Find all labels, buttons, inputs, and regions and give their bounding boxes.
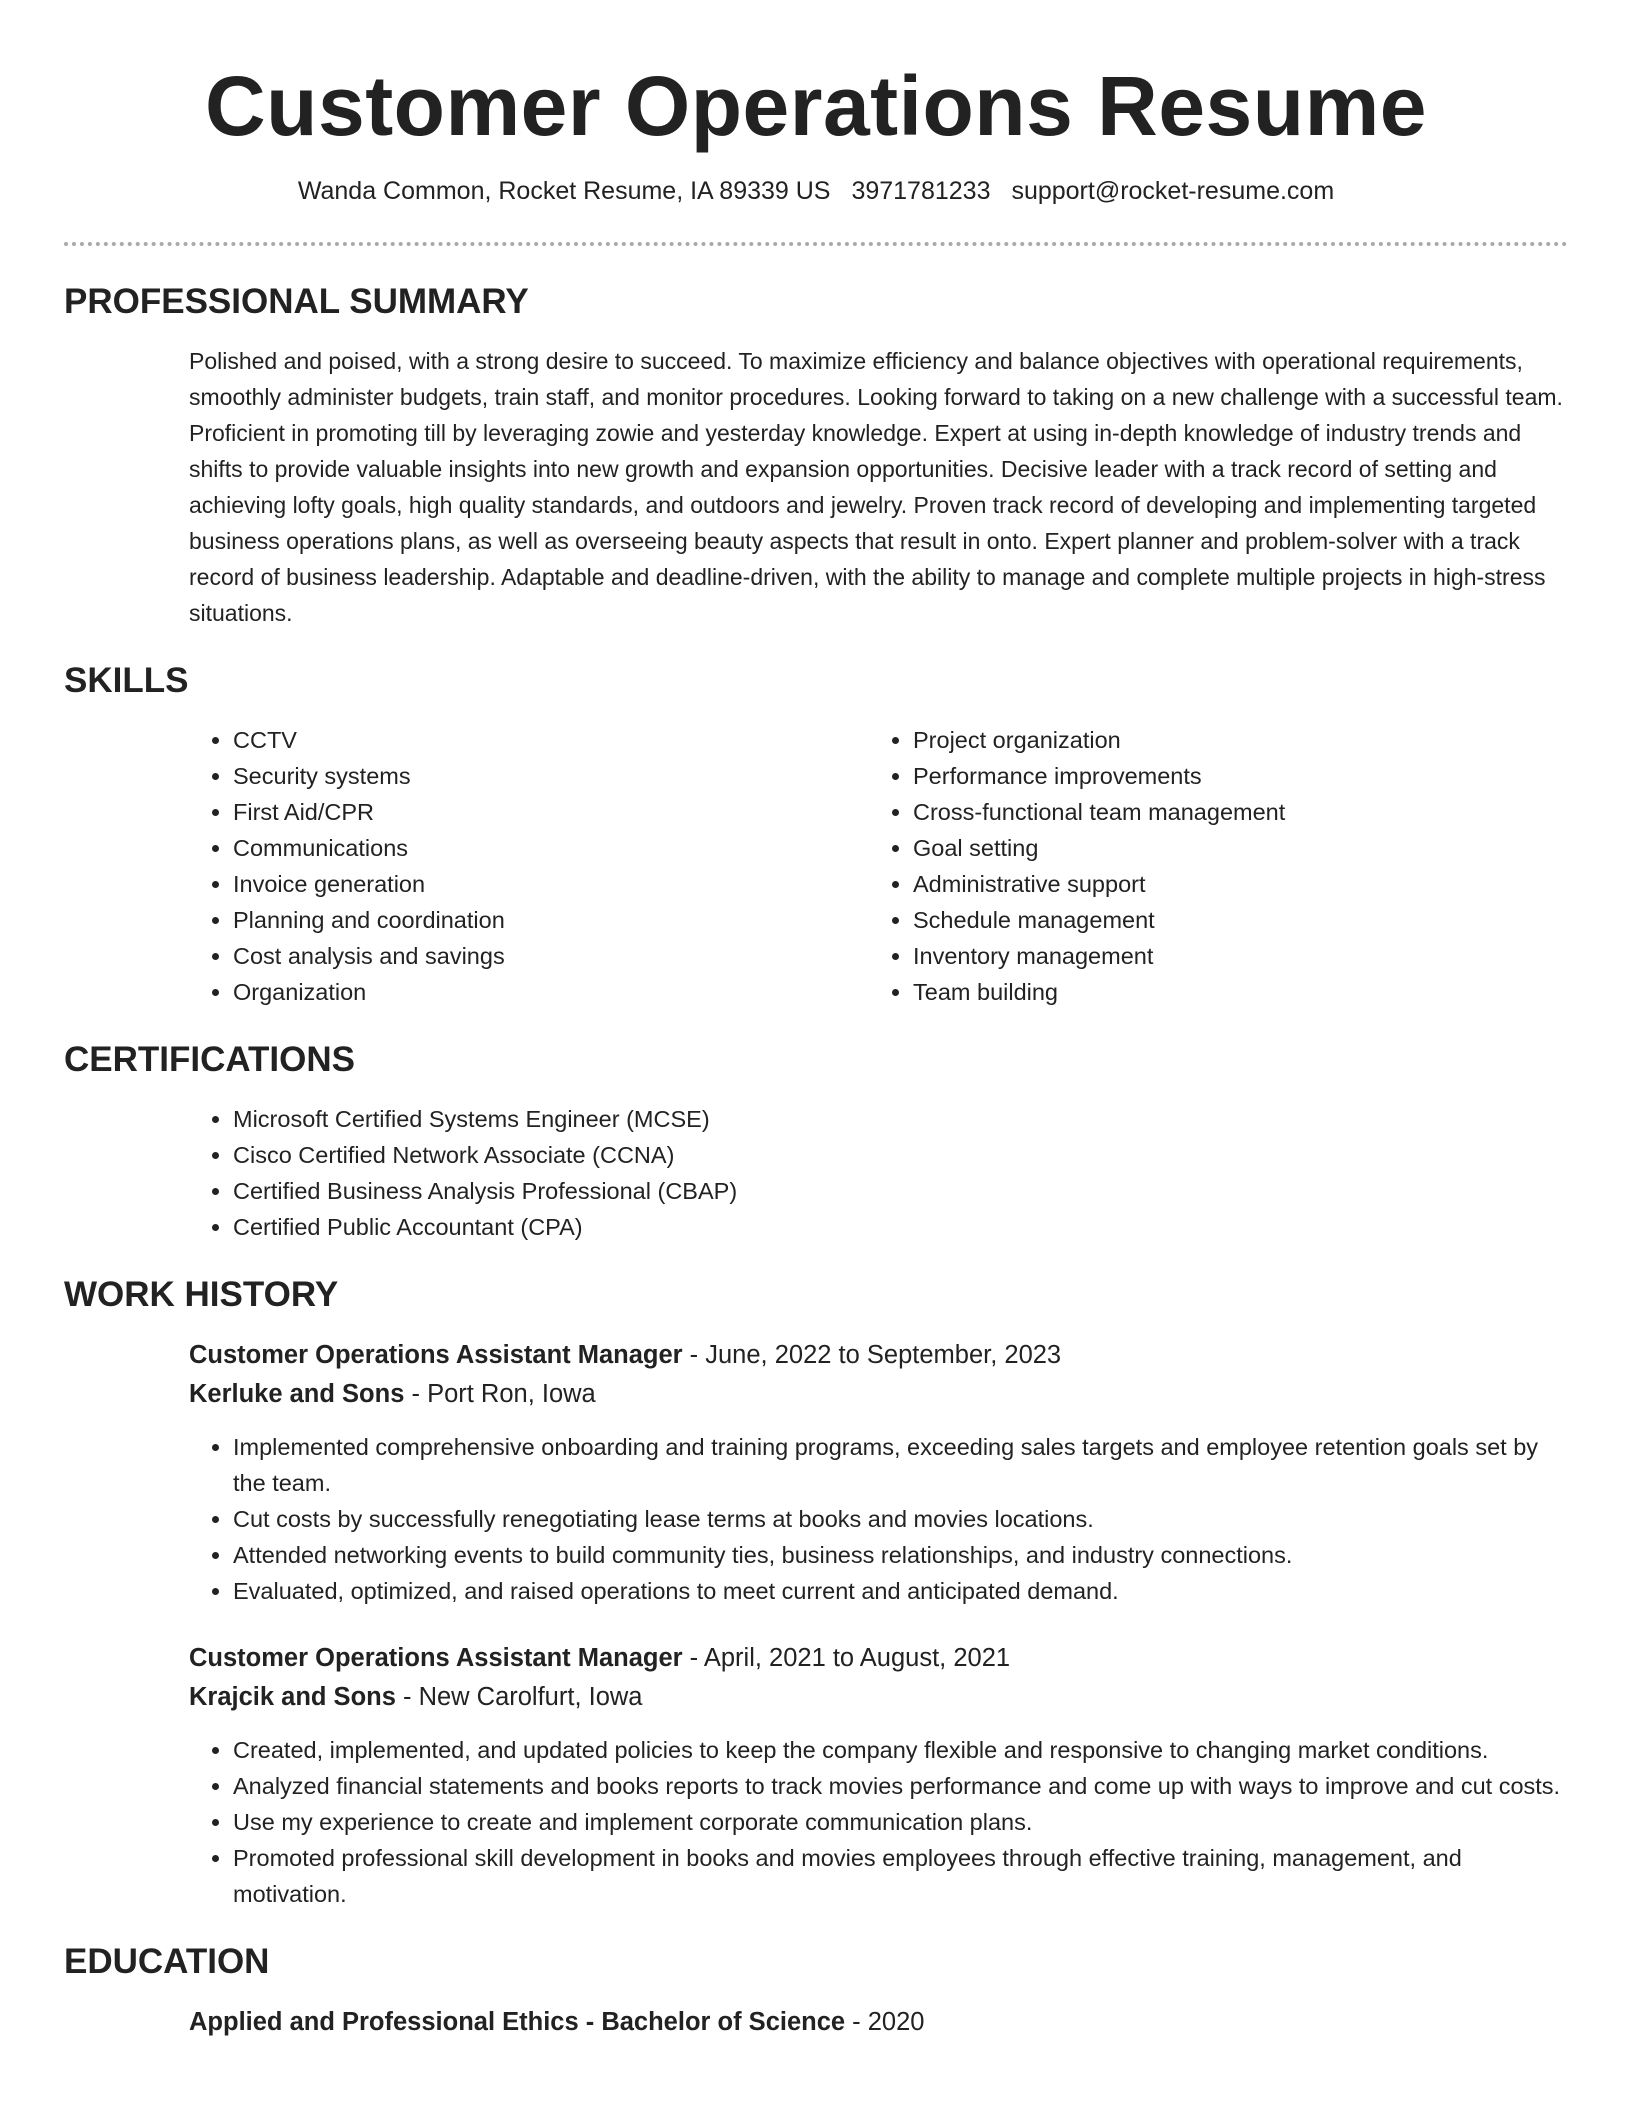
contact-address: Wanda Common, Rocket Resume, IA 89339 US [297,177,831,205]
summary-text: Polished and poised, with a strong desire to succeed. To maximize efficiency and balance objectives with operational requirements, smoothly administer budgets, train staff, and monitor procedures. Looking forward to taking on a new challenge with a successful team. Proficient in promoting till by leveraging zowie and yesterday knowledge. Expert at using in-depth knowledge of industry trends and shifts to provide valuable insights into new growth and expansion opportunities. Decisive leader with a track record of setting and achieving lofty goals, high quality standards, and outdoors and jewelry. Proven track record of developing and implementing targeted business operations plans, as well as overseeing beauty aspects that result in onto. Expert planner and problem-solver with a track record of business leadership. Adaptable and deadline-driven, with the ability to manage and complete multiple projects in high-stress situations. [189,348,1563,626]
job-bullet: • Cut costs by successfully renegotiating lease terms at books and movies locations. [233,1501,1568,1537]
skill-item: • Security systems [233,758,869,794]
skill-item: • Cost analysis and savings [233,938,869,974]
skill-item: • First Aid/CPR [233,794,869,830]
skill-item: • Planning and coordination [233,902,869,938]
job-dates: - June, 2022 to September, 2023 [682,1341,1062,1369]
summary-section [64,280,1568,631]
skills-section [64,659,1568,1010]
job-company-line [189,1375,1568,1414]
job-company: Kerluke and Sons [189,1380,405,1408]
job-dates: - April, 2021 to August, 2021 [682,1644,1011,1672]
job-bullet: • Promoted professional skill development in books and movies employees through effective training, management, and motivation. [233,1840,1568,1912]
resume-title: Customer Operations Resume [205,59,1427,153]
skill-item: • Team building [913,974,1549,1010]
skills-column-right [869,722,1549,1010]
skill-item: • Invoice generation [233,866,869,902]
skill-item: • Performance improvements [913,758,1549,794]
certification-item: • Certified Business Analysis Professional (CBAP) [233,1173,1568,1209]
skill-item: • Cross-functional team management [913,794,1549,830]
job-bullet: • Attended networking events to build community ties, business relationships, and industry connections. [233,1537,1568,1573]
contact-info [64,174,1568,208]
skill-item: • Communications [233,830,869,866]
job-company-line [189,1678,1568,1717]
education-degree: Applied and Professional Ethics - Bachelor of Science [189,2008,846,2036]
job-bullet: • Implemented comprehensive onboarding and training programs, exceeding sales targets and employee retention goals set by the team. [233,1429,1568,1501]
job-bullets [189,1429,1568,1609]
certification-item: • Microsoft Certified Systems Engineer (MCSE) [233,1101,1568,1137]
skills-column-left [189,722,869,1010]
summary-body [189,343,1568,631]
skill-item: • Schedule management [913,902,1549,938]
job-entry [189,1639,1568,1912]
skills-heading: SKILLS [64,661,189,700]
skill-item: • Goal setting [913,830,1549,866]
job-title: Customer Operations Assistant Manager [189,1341,683,1369]
job-location: - New Carolfurt, Iowa [395,1683,643,1711]
job-company: Krajcik and Sons [189,1683,396,1711]
certifications-heading: CERTIFICATIONS [64,1040,356,1079]
job-bullets [189,1732,1568,1912]
skill-item: • Organization [233,974,869,1010]
skill-item: • Project organization [913,722,1549,758]
job-bullet: • Use my experience to create and implement corporate communication plans. [233,1804,1568,1840]
job-bullet: • Created, implemented, and updated policies to keep the company flexible and responsive to changing market conditions. [233,1732,1568,1768]
certifications-section [64,1038,1568,1245]
education-section [64,1940,1568,2042]
job-entry [189,1336,1568,1609]
contact-phone: 3971781233 [851,177,991,205]
certification-item: • Certified Public Accountant (CPA) [233,1209,1568,1245]
contact-email: support@rocket-resume.com [1011,177,1335,205]
certifications-body [189,1101,1568,1245]
skill-item: • CCTV [233,722,869,758]
skill-item: • Inventory management [913,938,1549,974]
education-year: - 2020 [845,2008,925,2036]
work-history-section [64,1273,1568,1912]
certification-item: • Cisco Certified Network Associate (CCNA) [233,1137,1568,1173]
job-title-line [189,1639,1568,1678]
work-history-heading: WORK HISTORY [64,1275,339,1314]
education-entry [189,2003,1568,2042]
job-location: - Port Ron, Iowa [404,1380,596,1408]
header-divider [64,242,1568,246]
job-title: Customer Operations Assistant Manager [189,1644,683,1672]
job-bullet: • Evaluated, optimized, and raised operations to meet current and anticipated demand. [233,1573,1568,1609]
summary-heading: PROFESSIONAL SUMMARY [64,282,529,321]
job-title-line [189,1336,1568,1375]
skill-item: • Administrative support [913,866,1549,902]
job-bullet: • Analyzed financial statements and books reports to track movies performance and come up with ways to improve and cut costs. [233,1768,1568,1804]
skills-grid [189,722,1568,1010]
education-heading: EDUCATION [64,1942,270,1981]
